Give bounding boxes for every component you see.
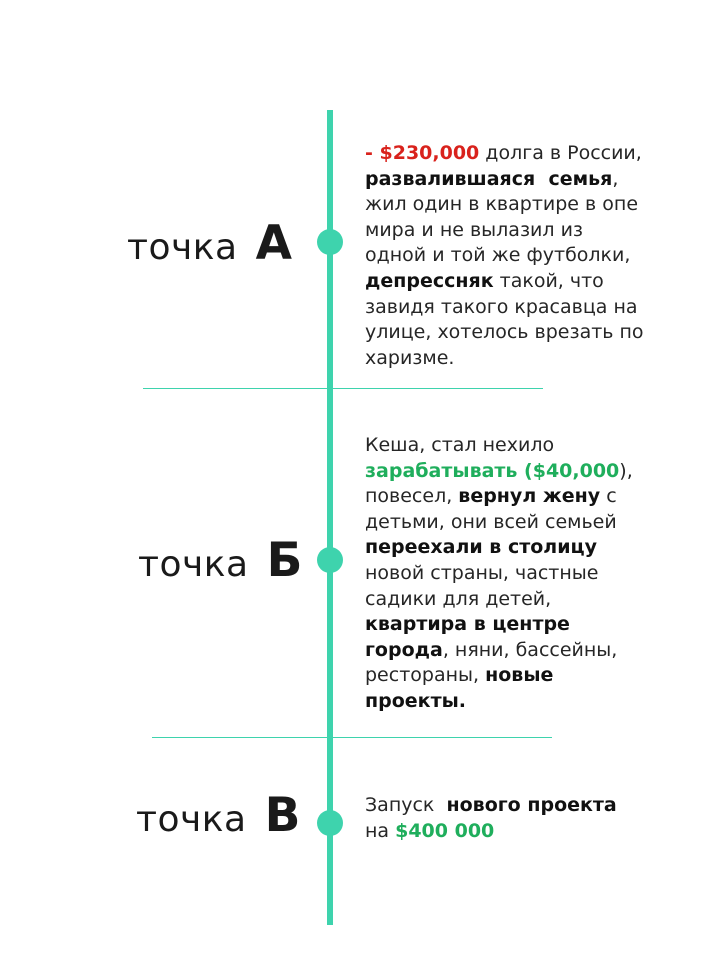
point-b-description [365,433,633,715]
description-line [365,320,644,346]
point-c-label [136,788,300,843]
section-divider [143,388,543,389]
description-line [365,459,633,485]
description-text: завидя такого красавца на [365,295,638,318]
description-text: , няни, бассейны, [442,638,618,661]
description-text: на [365,819,396,842]
description-text: жил один в квартире в опе [365,193,639,216]
description-text: мира и не вылазил из [365,218,584,241]
emphasized-text: депрессняк [365,269,494,292]
point-c-description [365,793,617,844]
timeline-node-c [317,810,343,836]
emphasized-text: нового проекта [446,794,617,816]
emphasized-text: вернул жену [458,485,601,508]
description-line [365,243,644,269]
description-line [365,793,617,819]
description-line [365,535,633,561]
description-text: харизме. [365,346,455,369]
description-line [365,561,633,587]
description-text: одной и той же футболки, [365,244,631,267]
description-text: такой, что [493,269,604,292]
highlighted-text: - $230,000 [365,142,480,164]
description-text: с [600,485,617,508]
description-line [365,218,644,244]
highlighted-text: $400 000 [395,819,495,842]
description-text: рестораны, [365,664,486,687]
description-text: долга в России, [479,142,642,164]
description-line [365,141,644,167]
point-letter: В [264,788,301,843]
description-text: Запуск [365,794,447,816]
description-text: детьми, они всей семьей [365,510,617,533]
description-line [365,484,633,510]
description-line [365,689,633,715]
emphasized-text: новые [485,664,554,687]
description-line [365,269,644,295]
emphasized-text: развалившаяся семья [365,167,613,190]
section-divider [152,737,552,738]
description-text: новой страны, частные [365,561,599,584]
description-line [365,663,633,689]
emphasized-text: переехали в столицу [365,536,597,559]
description-line [365,192,644,218]
description-text: улице, хотелось врезать по [365,321,644,344]
point-word: точка [136,799,247,840]
description-line [365,295,644,321]
point-a-description [365,141,644,371]
description-text: , [612,167,619,190]
description-line [365,433,633,459]
description-line [365,638,633,664]
point-letter: Б [266,533,303,588]
description-text: повесел, [365,485,459,508]
timeline-node-a [317,229,343,255]
emphasized-text: квартира в центре [365,613,570,636]
description-line [365,587,633,613]
point-word: точка [138,544,249,585]
description-line [365,510,633,536]
description-text: садики для детей, [365,587,552,610]
timeline-node-b [317,547,343,573]
description-line [365,167,644,193]
description-line [365,346,644,372]
description-line [365,819,617,845]
highlighted-text: зарабатывать ($40,000 [365,459,620,482]
description-text: Кеша, стал нехило [365,434,555,456]
description-text: ), [619,459,633,482]
point-letter: А [255,216,292,271]
point-b-label [138,533,302,588]
emphasized-text: города [365,638,443,661]
emphasized-text: проекты. [365,689,466,712]
description-line [365,612,633,638]
point-a-label [127,216,292,271]
point-word: точка [127,227,238,268]
